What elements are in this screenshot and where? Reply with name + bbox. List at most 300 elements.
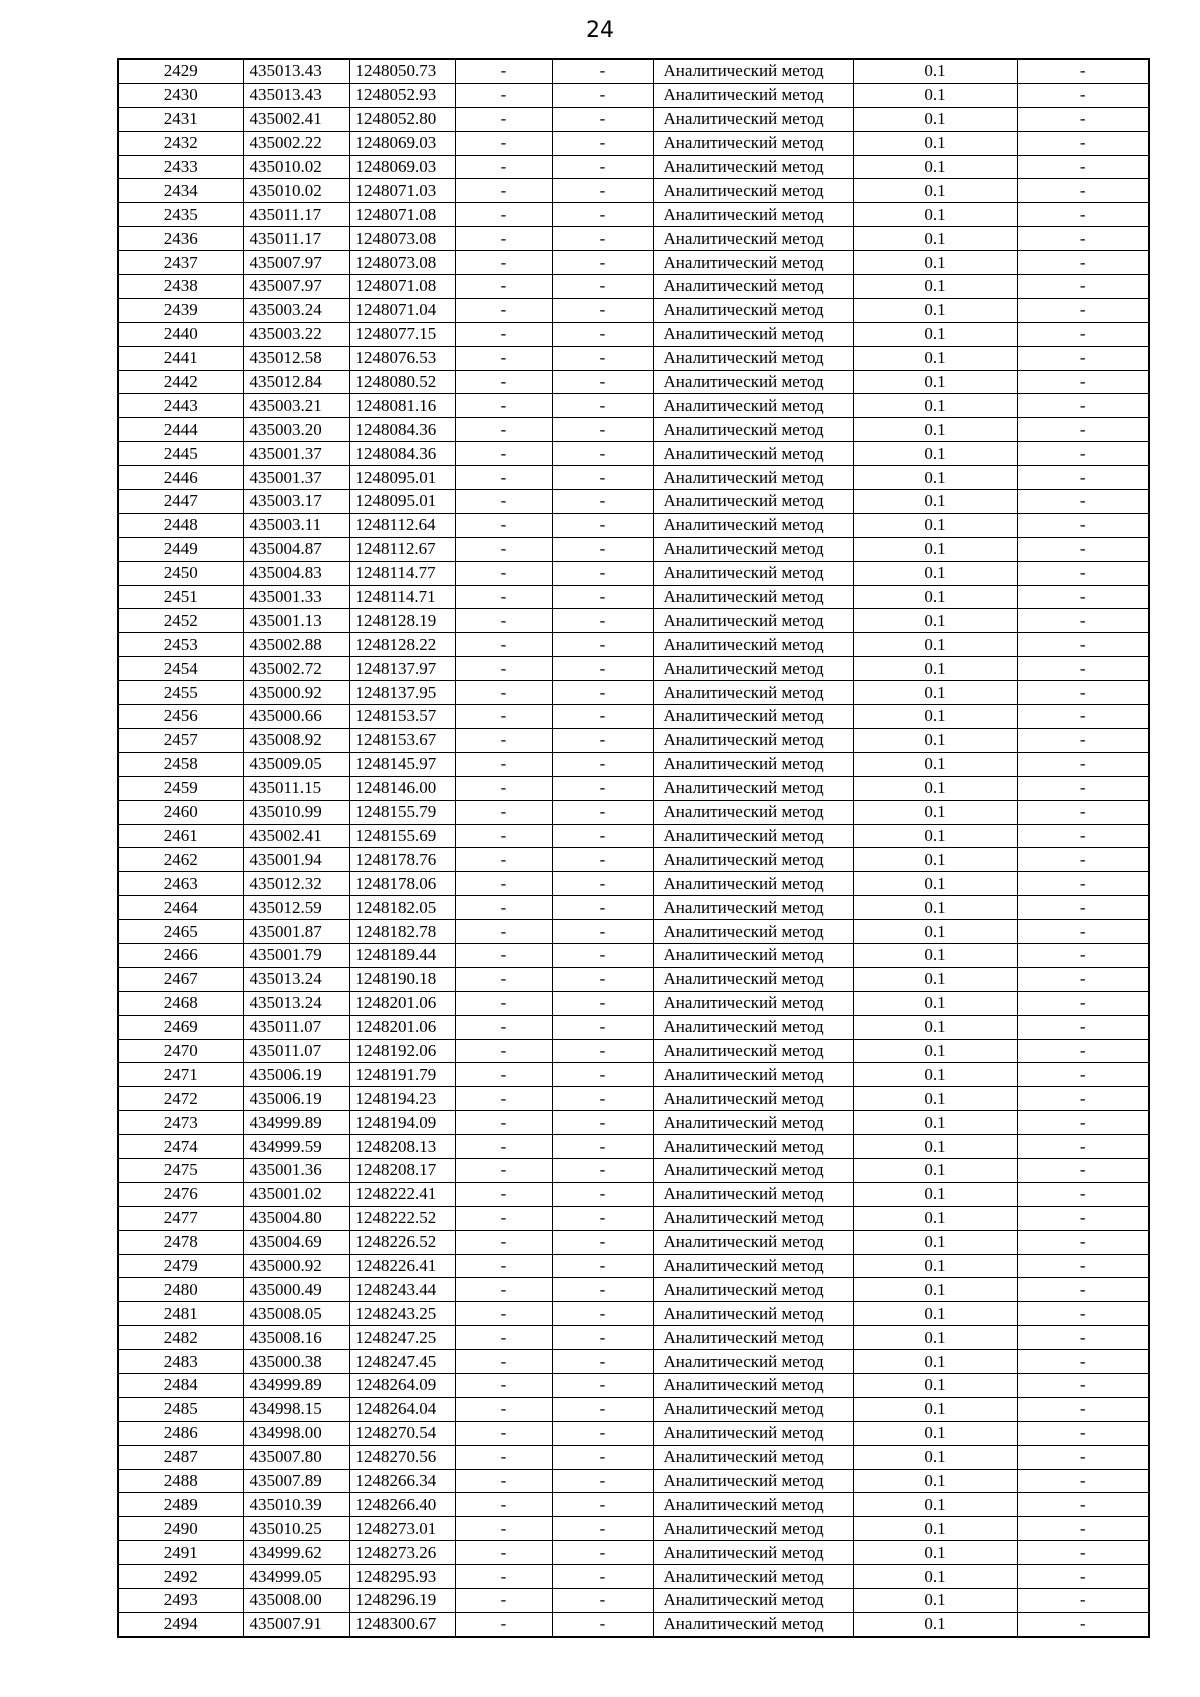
empty-dash-cell: - (1017, 1421, 1149, 1445)
method-cell: Аналитический метод (653, 1087, 853, 1111)
empty-dash-cell: - (552, 705, 653, 729)
y-coordinate-cell: 1248264.09 (349, 1373, 455, 1397)
x-coordinate-cell: 435010.39 (243, 1493, 349, 1517)
empty-dash-cell: - (1017, 227, 1149, 251)
empty-dash-cell: - (1017, 872, 1149, 896)
empty-dash-cell: - (1017, 1445, 1149, 1469)
accuracy-cell: 0.1 (853, 1111, 1017, 1135)
accuracy-cell: 0.1 (853, 394, 1017, 418)
empty-dash-cell: - (1017, 179, 1149, 203)
table-row (118, 1302, 1149, 1326)
y-coordinate-cell: 1248295.93 (349, 1565, 455, 1589)
empty-dash-cell: - (455, 1158, 552, 1182)
x-coordinate-cell: 435011.07 (243, 1039, 349, 1063)
empty-dash-cell: - (1017, 1326, 1149, 1350)
x-coordinate-cell: 435000.92 (243, 1254, 349, 1278)
x-coordinate-cell: 435009.05 (243, 752, 349, 776)
empty-dash-cell: - (552, 1612, 653, 1636)
table-body (118, 59, 1149, 1637)
empty-dash-cell: - (552, 896, 653, 920)
table-row (118, 418, 1149, 442)
table-row (118, 394, 1149, 418)
point-number-cell: 2459 (118, 776, 243, 800)
accuracy-cell: 0.1 (853, 585, 1017, 609)
empty-dash-cell: - (552, 1135, 653, 1159)
method-cell: Аналитический метод (653, 203, 853, 227)
x-coordinate-cell: 435008.92 (243, 728, 349, 752)
y-coordinate-cell: 1248095.01 (349, 490, 455, 514)
empty-dash-cell: - (455, 1039, 552, 1063)
y-coordinate-cell: 1248182.05 (349, 896, 455, 920)
point-number-cell: 2440 (118, 322, 243, 346)
empty-dash-cell: - (552, 1373, 653, 1397)
empty-dash-cell: - (455, 872, 552, 896)
method-cell: Аналитический метод (653, 513, 853, 537)
point-number-cell: 2470 (118, 1039, 243, 1063)
method-cell: Аналитический метод (653, 466, 853, 490)
accuracy-cell: 0.1 (853, 1230, 1017, 1254)
empty-dash-cell: - (455, 490, 552, 514)
empty-dash-cell: - (552, 1254, 653, 1278)
empty-dash-cell: - (552, 1565, 653, 1589)
method-cell: Аналитический метод (653, 728, 853, 752)
method-cell: Аналитический метод (653, 609, 853, 633)
y-coordinate-cell: 1248050.73 (349, 59, 455, 83)
y-coordinate-cell: 1248069.03 (349, 155, 455, 179)
method-cell: Аналитический метод (653, 179, 853, 203)
empty-dash-cell: - (1017, 776, 1149, 800)
empty-dash-cell: - (455, 1517, 552, 1541)
method-cell: Аналитический метод (653, 1493, 853, 1517)
empty-dash-cell: - (1017, 585, 1149, 609)
table-row (118, 1469, 1149, 1493)
accuracy-cell: 0.1 (853, 346, 1017, 370)
accuracy-cell: 0.1 (853, 800, 1017, 824)
accuracy-cell: 0.1 (853, 1063, 1017, 1087)
empty-dash-cell: - (455, 657, 552, 681)
empty-dash-cell: - (455, 1015, 552, 1039)
accuracy-cell: 0.1 (853, 1517, 1017, 1541)
table-row (118, 1063, 1149, 1087)
y-coordinate-cell: 1248112.67 (349, 537, 455, 561)
empty-dash-cell: - (455, 59, 552, 83)
x-coordinate-cell: 435007.97 (243, 275, 349, 299)
table-row (118, 1326, 1149, 1350)
table-row (118, 1039, 1149, 1063)
empty-dash-cell: - (455, 991, 552, 1015)
y-coordinate-cell: 1248247.45 (349, 1350, 455, 1374)
table-row (118, 131, 1149, 155)
y-coordinate-cell: 1248201.06 (349, 991, 455, 1015)
empty-dash-cell: - (455, 1063, 552, 1087)
x-coordinate-cell: 435003.20 (243, 418, 349, 442)
point-number-cell: 2478 (118, 1230, 243, 1254)
empty-dash-cell: - (455, 466, 552, 490)
accuracy-cell: 0.1 (853, 227, 1017, 251)
method-cell: Аналитический метод (653, 155, 853, 179)
empty-dash-cell: - (1017, 609, 1149, 633)
point-number-cell: 2469 (118, 1015, 243, 1039)
method-cell: Аналитический метод (653, 1015, 853, 1039)
x-coordinate-cell: 435012.32 (243, 872, 349, 896)
empty-dash-cell: - (1017, 824, 1149, 848)
point-number-cell: 2465 (118, 920, 243, 944)
x-coordinate-cell: 434999.59 (243, 1135, 349, 1159)
point-number-cell: 2467 (118, 967, 243, 991)
accuracy-cell: 0.1 (853, 1135, 1017, 1159)
method-cell: Аналитический метод (653, 1517, 853, 1541)
y-coordinate-cell: 1248226.52 (349, 1230, 455, 1254)
point-number-cell: 2453 (118, 633, 243, 657)
method-cell: Аналитический метод (653, 1039, 853, 1063)
table-row (118, 800, 1149, 824)
accuracy-cell: 0.1 (853, 490, 1017, 514)
accuracy-cell: 0.1 (853, 1589, 1017, 1613)
accuracy-cell: 0.1 (853, 1565, 1017, 1589)
empty-dash-cell: - (1017, 728, 1149, 752)
empty-dash-cell: - (455, 943, 552, 967)
point-number-cell: 2451 (118, 585, 243, 609)
point-number-cell: 2483 (118, 1350, 243, 1374)
method-cell: Аналитический метод (653, 490, 853, 514)
y-coordinate-cell: 1248243.44 (349, 1278, 455, 1302)
table-row (118, 1565, 1149, 1589)
method-cell: Аналитический метод (653, 896, 853, 920)
empty-dash-cell: - (455, 1469, 552, 1493)
x-coordinate-cell: 435002.22 (243, 131, 349, 155)
point-number-cell: 2487 (118, 1445, 243, 1469)
empty-dash-cell: - (552, 155, 653, 179)
table-row (118, 872, 1149, 896)
point-number-cell: 2461 (118, 824, 243, 848)
table-row (118, 896, 1149, 920)
empty-dash-cell: - (552, 728, 653, 752)
method-cell: Аналитический метод (653, 275, 853, 299)
point-number-cell: 2475 (118, 1158, 243, 1182)
empty-dash-cell: - (455, 251, 552, 275)
empty-dash-cell: - (455, 1135, 552, 1159)
x-coordinate-cell: 435011.07 (243, 1015, 349, 1039)
empty-dash-cell: - (552, 418, 653, 442)
y-coordinate-cell: 1248071.08 (349, 275, 455, 299)
table-row (118, 346, 1149, 370)
empty-dash-cell: - (455, 1230, 552, 1254)
table-row (118, 1111, 1149, 1135)
point-number-cell: 2480 (118, 1278, 243, 1302)
x-coordinate-cell: 435001.79 (243, 943, 349, 967)
empty-dash-cell: - (455, 155, 552, 179)
accuracy-cell: 0.1 (853, 609, 1017, 633)
empty-dash-cell: - (1017, 752, 1149, 776)
empty-dash-cell: - (1017, 370, 1149, 394)
table-row (118, 848, 1149, 872)
empty-dash-cell: - (455, 1445, 552, 1469)
y-coordinate-cell: 1248208.17 (349, 1158, 455, 1182)
accuracy-cell: 0.1 (853, 513, 1017, 537)
empty-dash-cell: - (1017, 1493, 1149, 1517)
method-cell: Аналитический метод (653, 107, 853, 131)
empty-dash-cell: - (1017, 1302, 1149, 1326)
accuracy-cell: 0.1 (853, 442, 1017, 466)
x-coordinate-cell: 435006.19 (243, 1087, 349, 1111)
empty-dash-cell: - (455, 107, 552, 131)
y-coordinate-cell: 1248243.25 (349, 1302, 455, 1326)
point-number-cell: 2447 (118, 490, 243, 514)
point-number-cell: 2454 (118, 657, 243, 681)
empty-dash-cell: - (552, 776, 653, 800)
method-cell: Аналитический метод (653, 1326, 853, 1350)
y-coordinate-cell: 1248114.77 (349, 561, 455, 585)
point-number-cell: 2460 (118, 800, 243, 824)
empty-dash-cell: - (1017, 1541, 1149, 1565)
y-coordinate-cell: 1248222.41 (349, 1182, 455, 1206)
x-coordinate-cell: 435001.36 (243, 1158, 349, 1182)
x-coordinate-cell: 435011.15 (243, 776, 349, 800)
empty-dash-cell: - (1017, 275, 1149, 299)
empty-dash-cell: - (455, 896, 552, 920)
point-number-cell: 2432 (118, 131, 243, 155)
method-cell: Аналитический метод (653, 394, 853, 418)
method-cell: Аналитический метод (653, 1445, 853, 1469)
table-row (118, 561, 1149, 585)
accuracy-cell: 0.1 (853, 1373, 1017, 1397)
table-row (118, 227, 1149, 251)
x-coordinate-cell: 435004.69 (243, 1230, 349, 1254)
point-number-cell: 2433 (118, 155, 243, 179)
empty-dash-cell: - (455, 1373, 552, 1397)
empty-dash-cell: - (455, 561, 552, 585)
x-coordinate-cell: 434999.89 (243, 1373, 349, 1397)
empty-dash-cell: - (552, 513, 653, 537)
empty-dash-cell: - (455, 418, 552, 442)
method-cell: Аналитический метод (653, 1182, 853, 1206)
empty-dash-cell: - (455, 370, 552, 394)
x-coordinate-cell: 435008.05 (243, 1302, 349, 1326)
point-number-cell: 2438 (118, 275, 243, 299)
accuracy-cell: 0.1 (853, 896, 1017, 920)
x-coordinate-cell: 435013.24 (243, 991, 349, 1015)
y-coordinate-cell: 1248190.18 (349, 967, 455, 991)
method-cell: Аналитический метод (653, 1397, 853, 1421)
accuracy-cell: 0.1 (853, 298, 1017, 322)
table-row (118, 537, 1149, 561)
table-row (118, 991, 1149, 1015)
empty-dash-cell: - (552, 991, 653, 1015)
x-coordinate-cell: 435010.02 (243, 179, 349, 203)
x-coordinate-cell: 435001.94 (243, 848, 349, 872)
accuracy-cell: 0.1 (853, 1015, 1017, 1039)
table-row (118, 1158, 1149, 1182)
x-coordinate-cell: 435013.43 (243, 59, 349, 83)
empty-dash-cell: - (455, 800, 552, 824)
empty-dash-cell: - (1017, 1015, 1149, 1039)
accuracy-cell: 0.1 (853, 943, 1017, 967)
empty-dash-cell: - (552, 442, 653, 466)
y-coordinate-cell: 1248194.23 (349, 1087, 455, 1111)
empty-dash-cell: - (552, 633, 653, 657)
y-coordinate-cell: 1248192.06 (349, 1039, 455, 1063)
x-coordinate-cell: 435013.24 (243, 967, 349, 991)
empty-dash-cell: - (1017, 442, 1149, 466)
empty-dash-cell: - (455, 1302, 552, 1326)
empty-dash-cell: - (455, 1565, 552, 1589)
point-number-cell: 2491 (118, 1541, 243, 1565)
empty-dash-cell: - (455, 83, 552, 107)
method-cell: Аналитический метод (653, 83, 853, 107)
empty-dash-cell: - (552, 537, 653, 561)
x-coordinate-cell: 435001.33 (243, 585, 349, 609)
table-row (118, 490, 1149, 514)
empty-dash-cell: - (552, 298, 653, 322)
table-row (118, 824, 1149, 848)
empty-dash-cell: - (552, 1158, 653, 1182)
empty-dash-cell: - (1017, 657, 1149, 681)
method-cell: Аналитический метод (653, 1111, 853, 1135)
empty-dash-cell: - (552, 59, 653, 83)
y-coordinate-cell: 1248194.09 (349, 1111, 455, 1135)
empty-dash-cell: - (455, 1326, 552, 1350)
method-cell: Аналитический метод (653, 872, 853, 896)
point-number-cell: 2464 (118, 896, 243, 920)
empty-dash-cell: - (1017, 1111, 1149, 1135)
y-coordinate-cell: 1248201.06 (349, 1015, 455, 1039)
x-coordinate-cell: 435000.38 (243, 1350, 349, 1374)
x-coordinate-cell: 435002.72 (243, 657, 349, 681)
empty-dash-cell: - (455, 1254, 552, 1278)
empty-dash-cell: - (552, 83, 653, 107)
method-cell: Аналитический метод (653, 633, 853, 657)
y-coordinate-cell: 1248182.78 (349, 920, 455, 944)
x-coordinate-cell: 435012.59 (243, 896, 349, 920)
empty-dash-cell: - (455, 1278, 552, 1302)
accuracy-cell: 0.1 (853, 872, 1017, 896)
accuracy-cell: 0.1 (853, 59, 1017, 83)
table-row (118, 155, 1149, 179)
empty-dash-cell: - (1017, 1206, 1149, 1230)
accuracy-cell: 0.1 (853, 728, 1017, 752)
point-number-cell: 2439 (118, 298, 243, 322)
point-number-cell: 2471 (118, 1063, 243, 1087)
method-cell: Аналитический метод (653, 1565, 853, 1589)
y-coordinate-cell: 1248153.67 (349, 728, 455, 752)
method-cell: Аналитический метод (653, 705, 853, 729)
y-coordinate-cell: 1248052.80 (349, 107, 455, 131)
x-coordinate-cell: 435003.24 (243, 298, 349, 322)
method-cell: Аналитический метод (653, 657, 853, 681)
x-coordinate-cell: 435011.17 (243, 227, 349, 251)
accuracy-cell: 0.1 (853, 1326, 1017, 1350)
point-number-cell: 2452 (118, 609, 243, 633)
empty-dash-cell: - (455, 776, 552, 800)
empty-dash-cell: - (455, 203, 552, 227)
point-number-cell: 2443 (118, 394, 243, 418)
point-number-cell: 2466 (118, 943, 243, 967)
y-coordinate-cell: 1248128.22 (349, 633, 455, 657)
table-row (118, 657, 1149, 681)
method-cell: Аналитический метод (653, 848, 853, 872)
x-coordinate-cell: 435012.58 (243, 346, 349, 370)
point-number-cell: 2429 (118, 59, 243, 83)
empty-dash-cell: - (552, 1469, 653, 1493)
point-number-cell: 2446 (118, 466, 243, 490)
table-row (118, 322, 1149, 346)
table-row (118, 681, 1149, 705)
empty-dash-cell: - (455, 1397, 552, 1421)
accuracy-cell: 0.1 (853, 657, 1017, 681)
table-row (118, 275, 1149, 299)
x-coordinate-cell: 435000.92 (243, 681, 349, 705)
table-row (118, 513, 1149, 537)
table-row (118, 1350, 1149, 1374)
table-row (118, 1135, 1149, 1159)
accuracy-cell: 0.1 (853, 1469, 1017, 1493)
x-coordinate-cell: 435007.91 (243, 1612, 349, 1636)
y-coordinate-cell: 1248178.76 (349, 848, 455, 872)
method-cell: Аналитический метод (653, 1278, 853, 1302)
empty-dash-cell: - (1017, 59, 1149, 83)
table-row (118, 967, 1149, 991)
empty-dash-cell: - (455, 1612, 552, 1636)
point-number-cell: 2488 (118, 1469, 243, 1493)
accuracy-cell: 0.1 (853, 1158, 1017, 1182)
empty-dash-cell: - (1017, 251, 1149, 275)
x-coordinate-cell: 435004.87 (243, 537, 349, 561)
empty-dash-cell: - (1017, 705, 1149, 729)
empty-dash-cell: - (1017, 1565, 1149, 1589)
point-number-cell: 2486 (118, 1421, 243, 1445)
table-row (118, 920, 1149, 944)
x-coordinate-cell: 435003.21 (243, 394, 349, 418)
y-coordinate-cell: 1248296.19 (349, 1589, 455, 1613)
x-coordinate-cell: 435001.37 (243, 442, 349, 466)
table-row (118, 466, 1149, 490)
method-cell: Аналитический метод (653, 1254, 853, 1278)
y-coordinate-cell: 1248095.01 (349, 466, 455, 490)
empty-dash-cell: - (552, 561, 653, 585)
method-cell: Аналитический метод (653, 59, 853, 83)
empty-dash-cell: - (552, 394, 653, 418)
y-coordinate-cell: 1248266.34 (349, 1469, 455, 1493)
empty-dash-cell: - (1017, 1158, 1149, 1182)
empty-dash-cell: - (455, 585, 552, 609)
empty-dash-cell: - (1017, 1469, 1149, 1493)
y-coordinate-cell: 1248084.36 (349, 418, 455, 442)
table-row (118, 179, 1149, 203)
accuracy-cell: 0.1 (853, 1612, 1017, 1636)
empty-dash-cell: - (552, 1445, 653, 1469)
y-coordinate-cell: 1248112.64 (349, 513, 455, 537)
empty-dash-cell: - (552, 1421, 653, 1445)
empty-dash-cell: - (1017, 896, 1149, 920)
table-row (118, 83, 1149, 107)
table-row (118, 776, 1149, 800)
empty-dash-cell: - (455, 346, 552, 370)
accuracy-cell: 0.1 (853, 1039, 1017, 1063)
empty-dash-cell: - (552, 131, 653, 155)
point-number-cell: 2458 (118, 752, 243, 776)
empty-dash-cell: - (1017, 203, 1149, 227)
empty-dash-cell: - (1017, 920, 1149, 944)
y-coordinate-cell: 1248189.44 (349, 943, 455, 967)
empty-dash-cell: - (552, 203, 653, 227)
empty-dash-cell: - (1017, 131, 1149, 155)
table-row (118, 203, 1149, 227)
empty-dash-cell: - (552, 1230, 653, 1254)
table-row (118, 1421, 1149, 1445)
method-cell: Аналитический метод (653, 537, 853, 561)
x-coordinate-cell: 435000.66 (243, 705, 349, 729)
accuracy-cell: 0.1 (853, 776, 1017, 800)
